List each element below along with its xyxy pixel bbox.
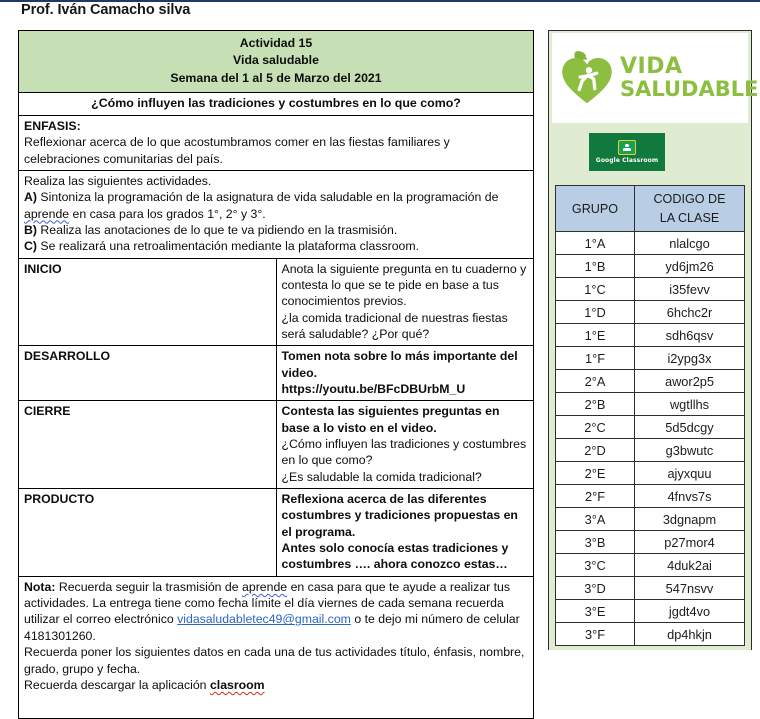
moment-line: Reflexiona acerca de las diferentes costumbres y tradiciones propuestas en el programa. xyxy=(281,492,518,539)
nota-text-3a: Recuerda descargar la aplicación xyxy=(24,677,210,692)
codigo-header-line-2: LA CLASE xyxy=(659,210,720,225)
moment-line: Antes solo conocía estas tradiciones y costumbres …. ahora conozco estas… xyxy=(281,541,509,572)
enfasis-row xyxy=(19,115,534,170)
class-code-cell: wgtllhs xyxy=(635,393,745,416)
table-row xyxy=(19,401,534,489)
moment-label-producto: PRODUCTO xyxy=(19,489,277,577)
activity-title-line-2: Vida saludable xyxy=(233,53,319,68)
activity-question-cell: ¿Cómo influyen las tradiciones y costumbres en lo que como? xyxy=(19,93,534,116)
nota-paragraph-2: Recuerda poner los siguientes datos en cada una de tus actividades título, énfasis, nombre, grado, grupo y fecha. xyxy=(24,645,525,676)
instructions-intro: Realiza las siguientes actividades. xyxy=(24,173,212,188)
nota-label: Nota: xyxy=(24,579,56,594)
class-code-cell: 5d5dcgy xyxy=(635,416,745,439)
table-row xyxy=(556,370,745,393)
class-code-cell: 4duk2ai xyxy=(635,554,745,577)
class-code-cell: ajyxquu xyxy=(635,462,745,485)
group-table-body xyxy=(556,232,745,646)
group-cell: 3°F xyxy=(556,623,635,646)
google-classroom-badge[interactable] xyxy=(589,133,665,171)
google-classroom-label: Google Classroom xyxy=(595,157,659,164)
instruction-item-c xyxy=(24,238,528,254)
class-code-cell: yd6jm26 xyxy=(635,255,745,278)
table-row xyxy=(556,439,745,462)
group-cell: 1°B xyxy=(556,255,635,278)
logo-line-2: SALUDABLE xyxy=(620,76,759,101)
class-code-cell: g3bwutc xyxy=(635,439,745,462)
table-row xyxy=(556,255,745,278)
table-row xyxy=(556,531,745,554)
table-row xyxy=(19,258,534,346)
table-row xyxy=(556,393,745,416)
moment-content-cierre xyxy=(276,401,534,489)
class-code-cell: dp4hkjn xyxy=(635,623,745,646)
moment-label-inicio: INICIO xyxy=(19,258,277,346)
moment-line: ¿Es saludable la comida tradicional? xyxy=(281,469,482,484)
table-row xyxy=(19,346,534,401)
person-glyph xyxy=(623,144,632,152)
moment-line: ¿la comida tradicional de nuestras fiestas será saludable? ¿Por qué? xyxy=(281,310,508,341)
instruction-letter-c: C) xyxy=(24,239,37,254)
vida-saludable-logo xyxy=(552,33,759,123)
activity-question-row xyxy=(19,93,534,116)
professor-name: Prof. Iván Camacho silva xyxy=(21,2,191,18)
instruction-text-a-post: en casa para los grados 1°, 2° y 3°. xyxy=(69,206,266,221)
table-row xyxy=(556,577,745,600)
table-row xyxy=(556,600,745,623)
group-cell: 1°D xyxy=(556,301,635,324)
instruction-text-a-pre: Sintoniza la programación de la asignatura de vida saludable en la programación de xyxy=(36,190,499,205)
activity-plan-table xyxy=(18,30,534,719)
video-link[interactable]: https://youtu.be/BFcDBUrbM_U xyxy=(281,382,466,397)
moment-content-desarrollo xyxy=(276,346,534,401)
group-code-table xyxy=(555,185,745,646)
class-code-cell: i35fevv xyxy=(635,278,745,301)
instructions-row xyxy=(19,170,534,258)
instruction-letter-b: B) xyxy=(24,222,37,237)
nota-text-1b: en casa para que te ayude a realizar tus actividades. La entrega tiene como fecha límite el día viernes de cada semana recuerda utilizar el correo electrónico xyxy=(24,579,511,627)
group-cell: 2°B xyxy=(556,393,635,416)
group-table-header-row xyxy=(556,186,745,232)
instructions-cell xyxy=(19,170,534,258)
group-cell: 3°D xyxy=(556,577,635,600)
instruction-text-c: Se realizará una retroalimentación mediante la plataforma classroom. xyxy=(36,239,420,254)
table-row xyxy=(556,232,745,255)
group-cell: 2°F xyxy=(556,485,635,508)
class-code-cell: awor2p5 xyxy=(635,370,745,393)
enfasis-label: ENFASIS: xyxy=(24,118,81,133)
enfasis-cell xyxy=(19,115,534,170)
group-cell: 1°E xyxy=(556,324,635,347)
class-code-cell: 3dgnapm xyxy=(635,508,745,531)
group-cell: 1°A xyxy=(556,232,635,255)
table-row xyxy=(556,508,745,531)
class-code-cell: 547nsvv xyxy=(635,577,745,600)
group-cell: 2°E xyxy=(556,462,635,485)
table-row xyxy=(556,485,745,508)
enfasis-text: Reflexionar acerca de lo que acostumbramos comer en las fiestas familiares y celebraciones comunitarias del país. xyxy=(24,135,450,166)
class-code-cell: 4fnvs7s xyxy=(635,485,745,508)
table-row xyxy=(556,554,745,577)
class-code-cell: p27mor4 xyxy=(635,531,745,554)
group-cell: 3°A xyxy=(556,508,635,531)
moment-line: Contesta las siguientes preguntas en base a lo visto en el video. xyxy=(281,404,500,435)
email-link[interactable]: vidasaludabletec49@gmail.com xyxy=(177,612,351,627)
google-classroom-icon xyxy=(618,140,636,155)
nota-paragraph-3 xyxy=(24,677,528,693)
nota-paragraph-1 xyxy=(24,579,528,644)
table-row xyxy=(19,489,534,577)
table-row xyxy=(556,347,745,370)
instruction-word-aprende-a: aprende xyxy=(24,206,70,221)
table-row xyxy=(556,324,745,347)
moment-content-producto xyxy=(276,489,534,577)
moment-label-desarrollo: DESARROLLO xyxy=(19,346,277,401)
group-cell: 3°E xyxy=(556,600,635,623)
nota-cell xyxy=(19,576,534,718)
instruction-item-b xyxy=(24,222,528,238)
instruction-item-a xyxy=(24,189,528,222)
activity-title-row xyxy=(19,31,534,93)
group-cell: 2°D xyxy=(556,439,635,462)
activity-title-line-3: Semana del 1 al 5 de Marzo del 2021 xyxy=(170,70,382,85)
table-row xyxy=(556,416,745,439)
class-code-cell: sdh6qsv xyxy=(635,324,745,347)
nota-word-aprende: aprende xyxy=(242,579,288,594)
moment-line: ¿Cómo influyen las tradiciones y costumbres en lo que como? xyxy=(281,437,527,468)
logo-line-1: VIDA xyxy=(620,53,683,79)
group-cell: 1°C xyxy=(556,278,635,301)
nota-text-1c: o te dejo mi número de celular 4181301260. xyxy=(24,612,520,643)
column-header-grupo: GRUPO xyxy=(556,186,635,232)
moment-line: Anota la siguiente pregunta en tu cuaderno y contesta lo que se te pide en base a tus conocimientos previos. xyxy=(281,261,527,309)
table-row xyxy=(556,623,745,646)
table-row xyxy=(556,278,745,301)
group-cell: 2°A xyxy=(556,370,635,393)
apple-heart-runner-icon xyxy=(556,47,618,109)
nota-row xyxy=(19,576,534,718)
moment-label-cierre: CIERRE xyxy=(19,401,277,489)
group-cell: 1°F xyxy=(556,347,635,370)
table-row xyxy=(556,462,745,485)
moment-content-inicio xyxy=(276,258,534,346)
class-code-cell: 6hchc2r xyxy=(635,301,745,324)
activity-title-line-1: Actividad 15 xyxy=(239,36,313,50)
class-code-cell: jgdt4vo xyxy=(635,600,745,623)
codigo-header-line-1: CODIGO DE xyxy=(653,192,726,207)
class-code-cell: i2ypg3x xyxy=(635,347,745,370)
nota-word-clasroom: clasroom xyxy=(209,677,265,692)
logo-wordmark xyxy=(620,53,759,101)
group-cell: 2°C xyxy=(556,416,635,439)
group-cell: 3°C xyxy=(556,554,635,577)
instruction-text-b: Realiza las anotaciones de lo que te va pidiendo en la trasmisión. xyxy=(36,222,398,237)
column-header-codigo xyxy=(635,186,745,232)
class-code-cell: nlalcgo xyxy=(635,232,745,255)
instruction-letter-a: A) xyxy=(24,190,37,205)
table-row xyxy=(556,301,745,324)
group-cell: 3°B xyxy=(556,531,635,554)
activity-title-cell xyxy=(19,31,534,93)
nota-text-1a: Recuerda seguir la trasmisión de xyxy=(55,579,243,594)
moment-line: Tomen nota sobre lo más importante del video. xyxy=(281,349,518,380)
